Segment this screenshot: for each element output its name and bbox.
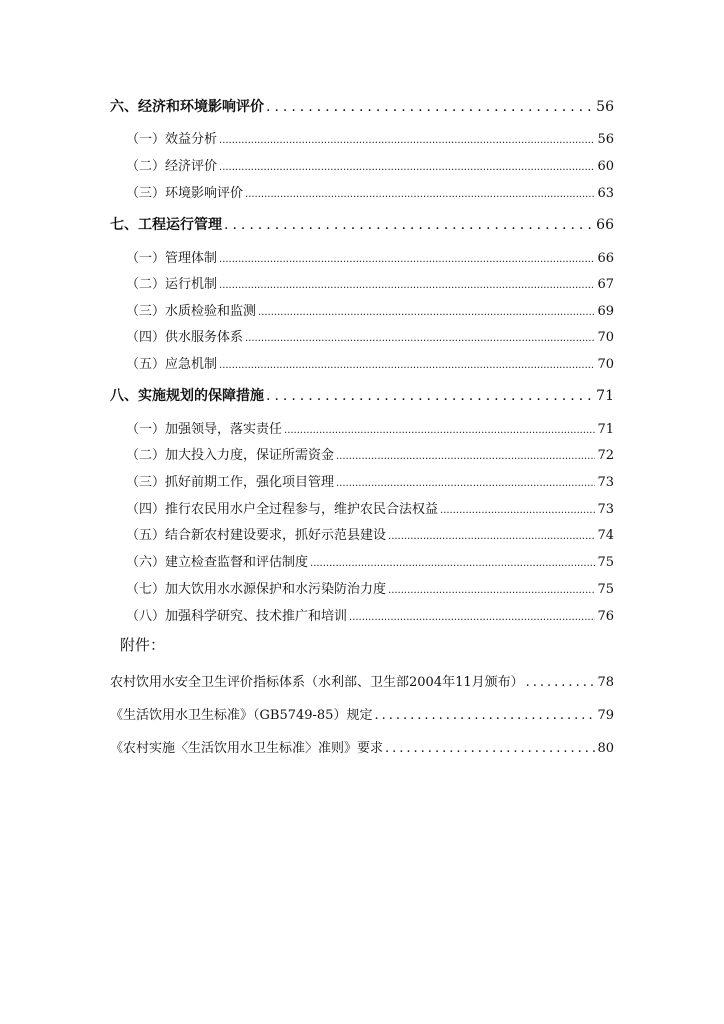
dot-leader	[266, 99, 594, 115]
dot-leader	[440, 505, 595, 516]
toc-label: 八、实施规划的保障措施	[110, 388, 264, 404]
toc-section[interactable]	[126, 551, 614, 570]
dot-leader	[388, 585, 595, 596]
dot-leader	[336, 478, 595, 489]
toc-page-number: 74	[597, 528, 614, 543]
toc-page-number: 71	[596, 388, 614, 404]
toc-section[interactable]	[126, 326, 614, 345]
toc-page-number: 56	[597, 132, 614, 147]
toc-page-number: 60	[597, 159, 614, 174]
toc-section[interactable]	[126, 247, 614, 266]
toc-label: （三）环境影响评价	[126, 186, 244, 201]
dot-leader	[349, 612, 595, 623]
toc-label: （五）结合新农村建设要求，抓好示范县建设	[126, 528, 387, 543]
toc-section[interactable]	[126, 605, 614, 624]
toc-section[interactable]	[126, 418, 614, 437]
dot-leader	[219, 280, 595, 291]
dot-leader	[224, 217, 594, 233]
toc-page-number: 67	[597, 277, 614, 292]
toc-page-number: 69	[597, 304, 614, 319]
toc-label: （一）管理体制	[126, 251, 218, 266]
toc-page-number: 75	[597, 555, 614, 570]
toc-label: （六）建立检查监督和评估制度	[126, 555, 309, 570]
toc-label: （二）经济评价	[126, 159, 218, 174]
toc-page-number: 71	[597, 422, 614, 437]
toc-section[interactable]	[126, 524, 614, 543]
toc-label: （二）加大投入力度，保证所需资金	[126, 448, 335, 463]
dot-leader	[284, 425, 595, 436]
toc-label: （一）加强领导，落实责任	[126, 422, 283, 437]
toc-section[interactable]	[126, 498, 614, 517]
dot-leader	[310, 558, 595, 569]
toc-page-number: 73	[597, 502, 614, 517]
toc-label: 农村饮用水安全卫生评价指标体系（水利部、卫生部2004年11月颁布）	[110, 675, 524, 690]
toc-label: （四）推行农民用水户全过程参与，维护农民合法权益	[126, 502, 439, 517]
toc-chapter-6[interactable]	[110, 96, 614, 116]
toc-label: （三）抓好前期工作，强化项目管理	[126, 475, 335, 490]
toc-label: 六、经济和环境影响评价	[110, 99, 264, 115]
toc-label: （五）应急机制	[126, 357, 218, 372]
toc-page-number: 76	[597, 609, 614, 624]
dot-leader	[245, 189, 595, 200]
toc-page-number: 78	[597, 675, 614, 690]
toc-label: 《农村实施〈生活饮用水卫生标准〉准则》要求	[110, 741, 384, 756]
toc-label: （七）加大饮用水水源保护和水污染防治力度	[126, 582, 387, 597]
dot-leader	[374, 708, 595, 723]
toc-page-number: 66	[597, 251, 614, 266]
dot-leader	[336, 451, 595, 462]
appendix-heading: 附件：	[120, 636, 166, 654]
toc-label: （八）加强科学研究、技术推广和培训	[126, 609, 348, 624]
toc-page-number: 63	[597, 186, 614, 201]
toc-appendix-item[interactable]	[110, 704, 614, 723]
dot-leader	[388, 531, 595, 542]
dot-leader	[219, 254, 595, 265]
dot-leader	[385, 741, 595, 756]
toc-section[interactable]	[126, 128, 614, 147]
dot-leader	[526, 675, 596, 690]
toc-section[interactable]	[126, 273, 614, 292]
toc-page-number: 70	[597, 357, 614, 372]
toc-label: 七、工程运行管理	[110, 217, 222, 233]
dot-leader	[219, 360, 595, 371]
toc-page-number: 73	[597, 475, 614, 490]
toc-label: （一）效益分析	[126, 132, 218, 147]
dot-leader	[266, 388, 594, 404]
toc-section[interactable]	[126, 353, 614, 372]
dot-leader	[258, 307, 595, 318]
toc-page-number: 70	[597, 330, 614, 345]
toc-chapter-8[interactable]	[110, 385, 614, 405]
toc-page-number: 56	[596, 99, 614, 115]
toc-page-number: 75	[597, 582, 614, 597]
toc-page-number: 72	[597, 448, 614, 463]
dot-leader	[219, 162, 595, 173]
toc-page-number: 66	[596, 217, 614, 233]
toc-appendix-item[interactable]	[110, 671, 614, 690]
toc-label: （二）运行机制	[126, 277, 218, 292]
dot-leader	[245, 333, 595, 344]
toc-section[interactable]	[126, 300, 614, 319]
toc-section[interactable]	[126, 471, 614, 490]
toc-page-number: 80	[597, 741, 614, 756]
toc-page-number: 79	[597, 708, 614, 723]
toc-section[interactable]	[126, 155, 614, 174]
toc-section[interactable]	[126, 444, 614, 463]
toc-label: （四）供水服务体系	[126, 330, 244, 345]
toc-chapter-7[interactable]	[110, 214, 614, 234]
dot-leader	[219, 135, 595, 146]
toc-label: 《生活饮用水卫生标准》（GB5749-85）规定	[110, 708, 373, 723]
toc-label: （三）水质检验和监测	[126, 304, 257, 319]
toc-section[interactable]	[126, 578, 614, 597]
toc-appendix-item[interactable]	[110, 737, 614, 756]
toc-section[interactable]	[126, 182, 614, 201]
